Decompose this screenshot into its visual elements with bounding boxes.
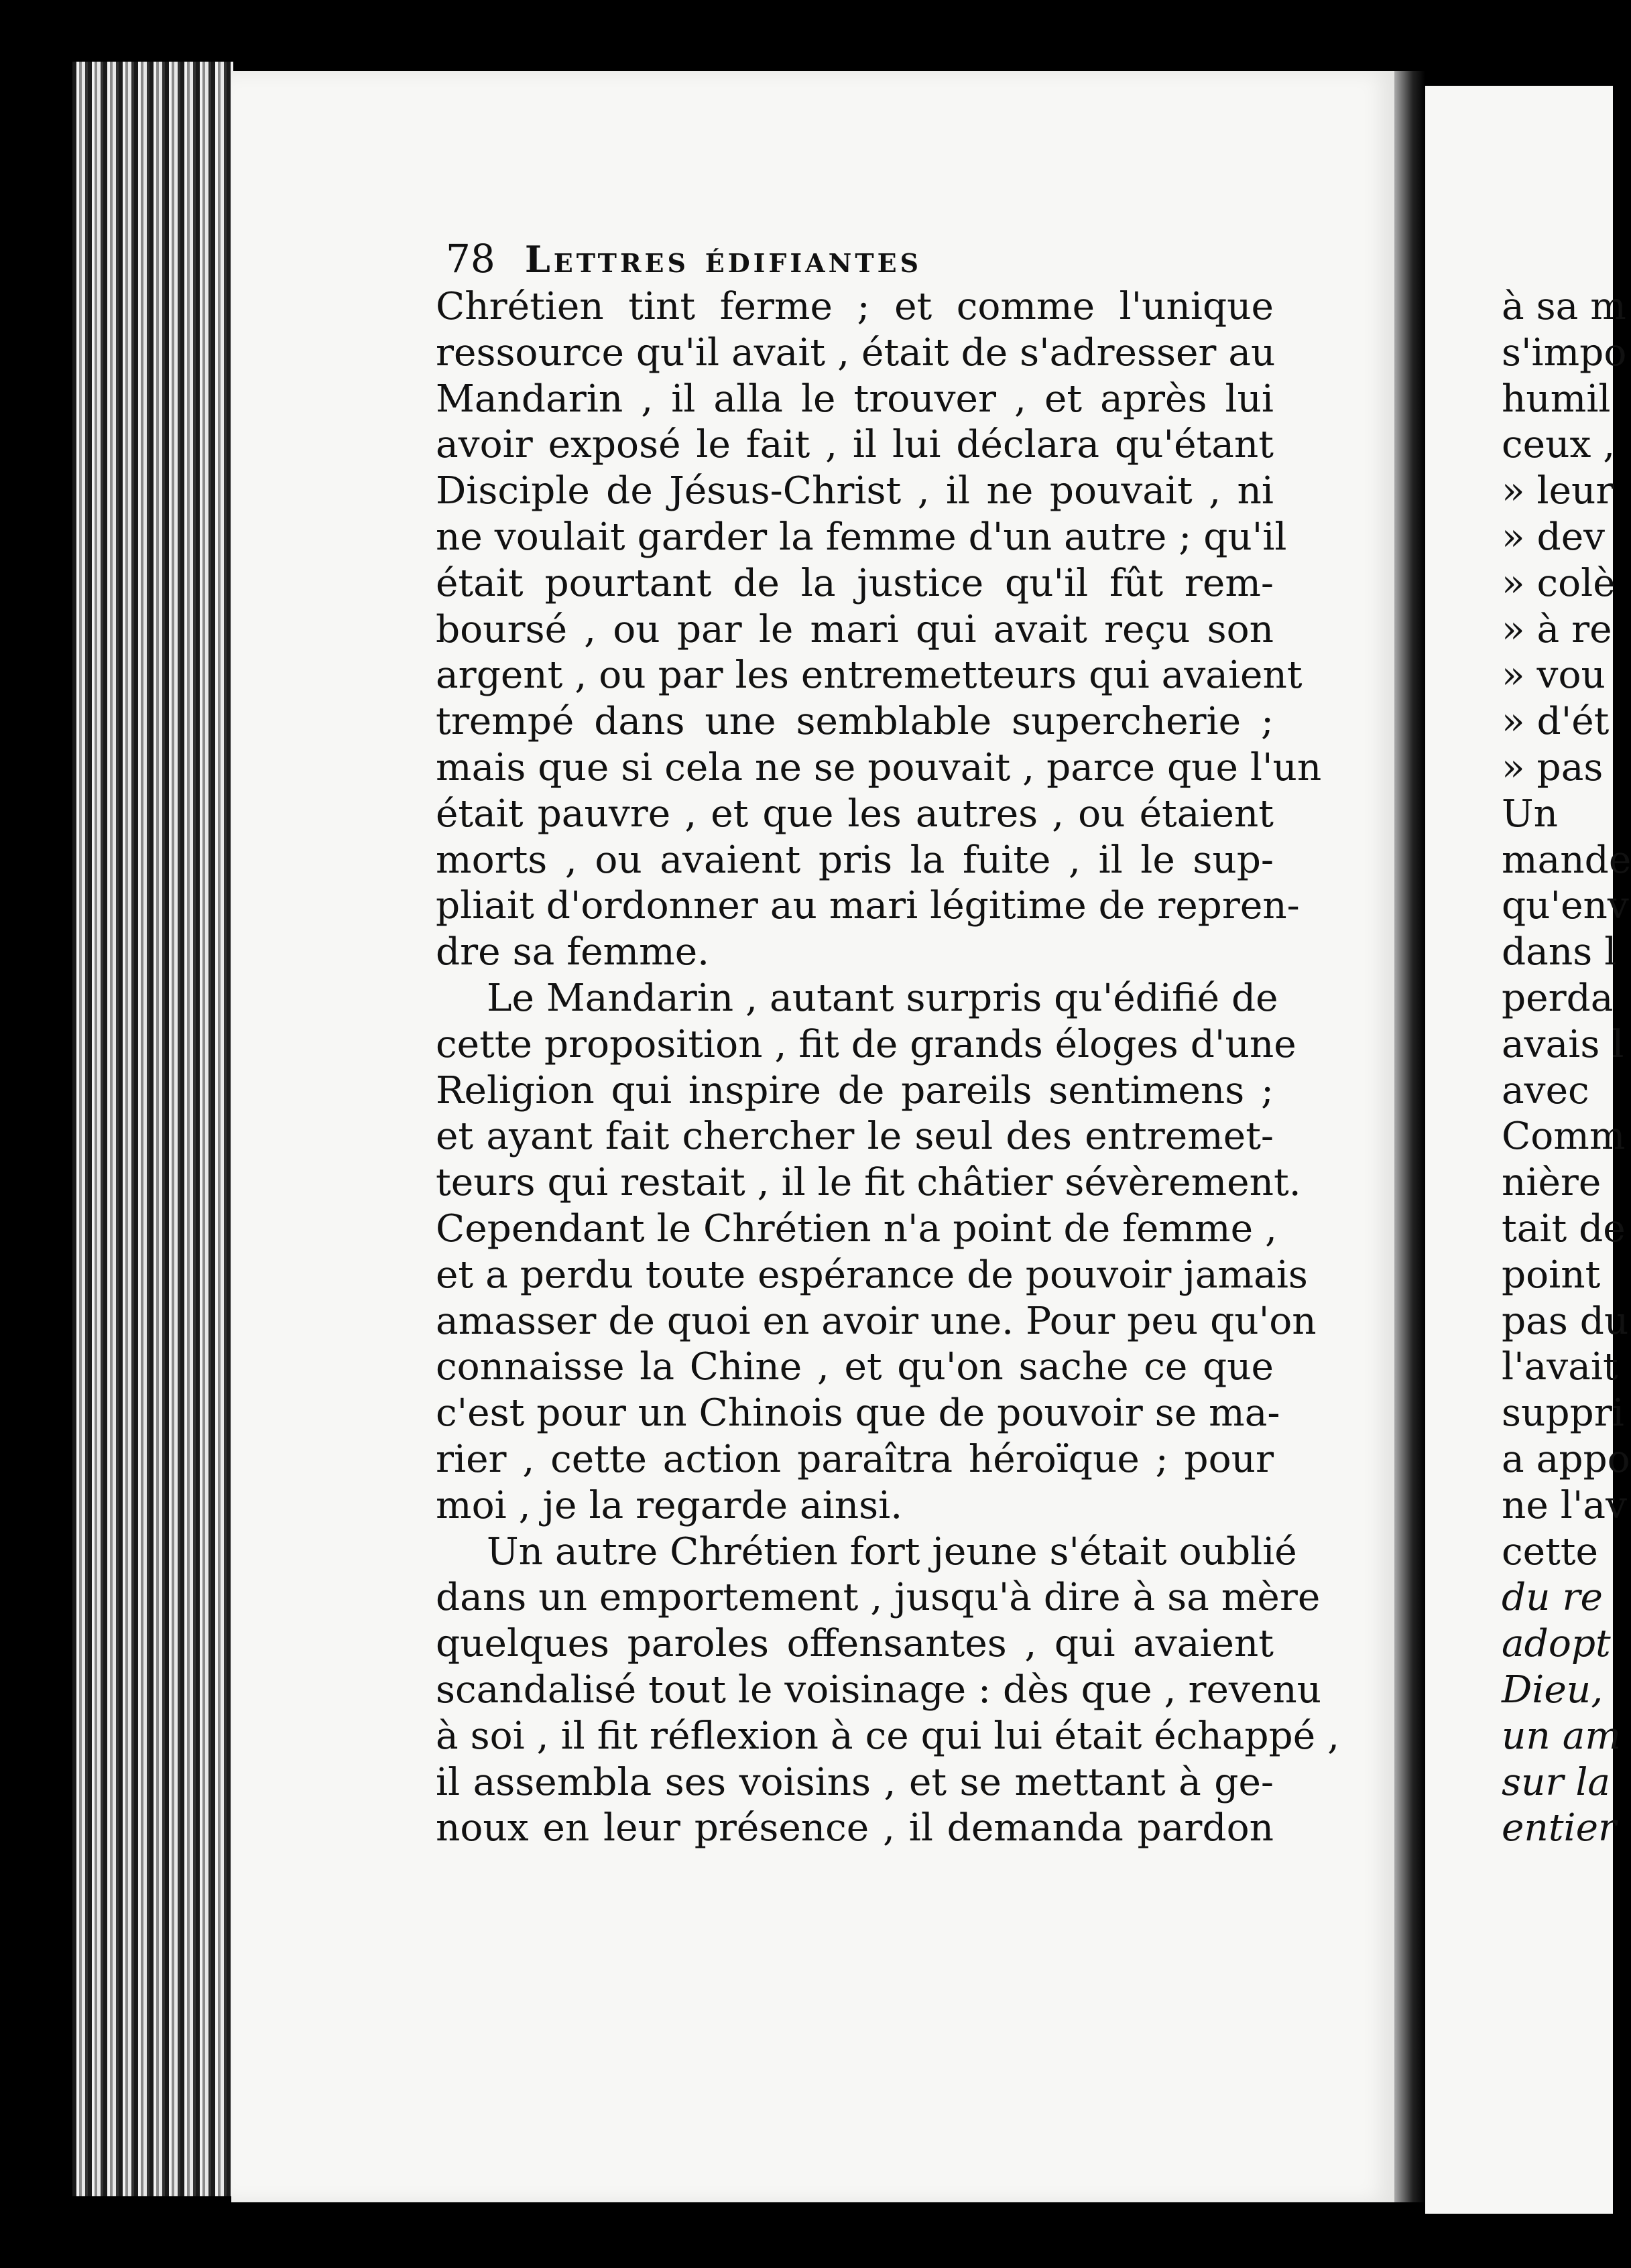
right-text-line: un am: [1502, 1714, 1621, 1758]
right-text-line: Un: [1502, 792, 1559, 836]
right-text-line: humil: [1502, 377, 1611, 421]
text-line: trempé dans une semblable supercherie ;: [436, 700, 1274, 744]
right-text-line: Comm: [1502, 1115, 1626, 1159]
right-text-line: dans l: [1502, 930, 1617, 974]
right-text-line: mande: [1502, 838, 1631, 882]
text-line: cette proposition , fit de grands éloges d'une: [436, 1022, 1296, 1066]
book-page-edges: [72, 62, 233, 2196]
right-text-line: entier: [1502, 1806, 1617, 1850]
right-text-line: l'avait: [1502, 1345, 1618, 1389]
right-text-line: ceux ,: [1502, 423, 1616, 467]
text-line: Disciple de Jésus-Christ , il ne pouvait , ni: [436, 469, 1274, 513]
text-line: moi , je la regarde ainsi.: [436, 1483, 903, 1527]
text-line: morts , ou avaient pris la fuite , il le sup-: [436, 838, 1274, 882]
text-line: scandalisé tout le voisinage : dès que , revenu: [436, 1667, 1322, 1712]
text-line: quelques paroles offensantes , qui avaient: [436, 1622, 1274, 1666]
right-text-line: nière: [1502, 1161, 1602, 1205]
right-text-line: » à re: [1502, 607, 1612, 651]
text-line: amasser de quoi en avoir une. Pour peu qu'on: [436, 1299, 1317, 1343]
text-line: Le Mandarin , autant surpris qu'édifié de: [487, 976, 1278, 1020]
right-text-line: » colè: [1502, 561, 1616, 605]
text-line: dre sa femme.: [436, 930, 710, 974]
text-line: et ayant fait chercher le seul des entremet-: [436, 1115, 1274, 1159]
right-text-line: adopt: [1502, 1622, 1611, 1666]
book-gutter: [1394, 71, 1425, 2202]
text-line: Mandarin , il alla le trouver , et après lui: [436, 377, 1274, 421]
text-line: à soi , il fit réflexion à ce qui lui était échappé ,: [436, 1714, 1340, 1758]
text-line: ne voulait garder la femme d'un autre ; qu'il: [436, 515, 1287, 559]
text-line: Un autre Chrétien fort jeune s'était oublié: [487, 1529, 1297, 1574]
text-line: et a perdu toute espérance de pouvoir jamais: [436, 1253, 1308, 1297]
running-title: Lettres édifiantes: [524, 238, 922, 281]
right-text-line: » vou: [1502, 653, 1606, 698]
text-line: boursé , ou par le mari qui avait reçu son: [436, 607, 1274, 651]
right-text-line: Dieu,: [1502, 1667, 1604, 1712]
text-line: Cependant le Chrétien n'a point de femme ,: [436, 1206, 1277, 1251]
right-text-line: perda: [1502, 976, 1614, 1020]
running-head: [446, 236, 1116, 290]
right-text-line: avais l: [1502, 1022, 1624, 1066]
main-text: [436, 284, 1340, 1852]
text-line: il assembla ses voisins , et se mettant à ge-: [436, 1760, 1274, 1804]
text-line: ressource qu'il avait , était de s'adresser au: [436, 330, 1276, 375]
right-text-line: du re: [1502, 1576, 1603, 1620]
right-text-line: tait de: [1502, 1206, 1626, 1251]
text-line: c'est pour un Chinois que de pouvoir se ma-: [436, 1391, 1280, 1436]
text-line: teurs qui restait , il le fit châtier sévèrement.: [436, 1161, 1301, 1205]
right-text-line: s'impo: [1502, 330, 1627, 375]
right-text-line: suppri: [1502, 1391, 1624, 1436]
right-text-line: point: [1502, 1253, 1601, 1297]
right-text-line: » pas: [1502, 745, 1604, 790]
right-text-line: sur la: [1502, 1760, 1611, 1804]
right-text-line: à sa m: [1502, 285, 1626, 328]
right-text-line: qu'env: [1502, 884, 1629, 928]
text-line: pliait d'ordonner au mari légitime de repren-: [436, 884, 1300, 928]
right-text-line: » d'ét: [1502, 700, 1610, 744]
right-text-line: pas du: [1502, 1299, 1629, 1343]
text-line: mais que si cela ne se pouvait , parce que l'un: [436, 745, 1322, 790]
text-line: connaisse la Chine , et qu'on sache ce que: [436, 1345, 1274, 1389]
text-line: avoir exposé le fait , il lui déclara qu'étant: [436, 423, 1274, 467]
right-page-text: [1502, 284, 1631, 1852]
text-line: dans un emportement , jusqu'à dire à sa mère: [436, 1576, 1321, 1620]
right-text-line: cette: [1502, 1529, 1598, 1574]
text-line: rier , cette action paraîtra héroïque ; pour: [436, 1437, 1274, 1481]
text-line: était pourtant de la justice qu'il fût rem-: [436, 561, 1274, 605]
text-line: argent , ou par les entremetteurs qui avaient: [436, 653, 1303, 698]
right-text-line: ne l'av: [1502, 1483, 1627, 1527]
page-number: 78: [446, 236, 495, 281]
text-line: Religion qui inspire de pareils sentimens ;: [436, 1068, 1274, 1113]
right-text-line: » leur: [1502, 469, 1614, 513]
text-line: était pauvre , et que les autres , ou étaient: [436, 792, 1274, 836]
text-line: noux en leur présence , il demanda pardon: [436, 1806, 1274, 1850]
right-text-line: » dev: [1502, 515, 1606, 559]
right-text-line: a appo: [1502, 1437, 1630, 1481]
text-line: Chrétien tint ferme ; et comme l'unique: [436, 285, 1274, 328]
right-text-line: avec: [1502, 1068, 1589, 1113]
